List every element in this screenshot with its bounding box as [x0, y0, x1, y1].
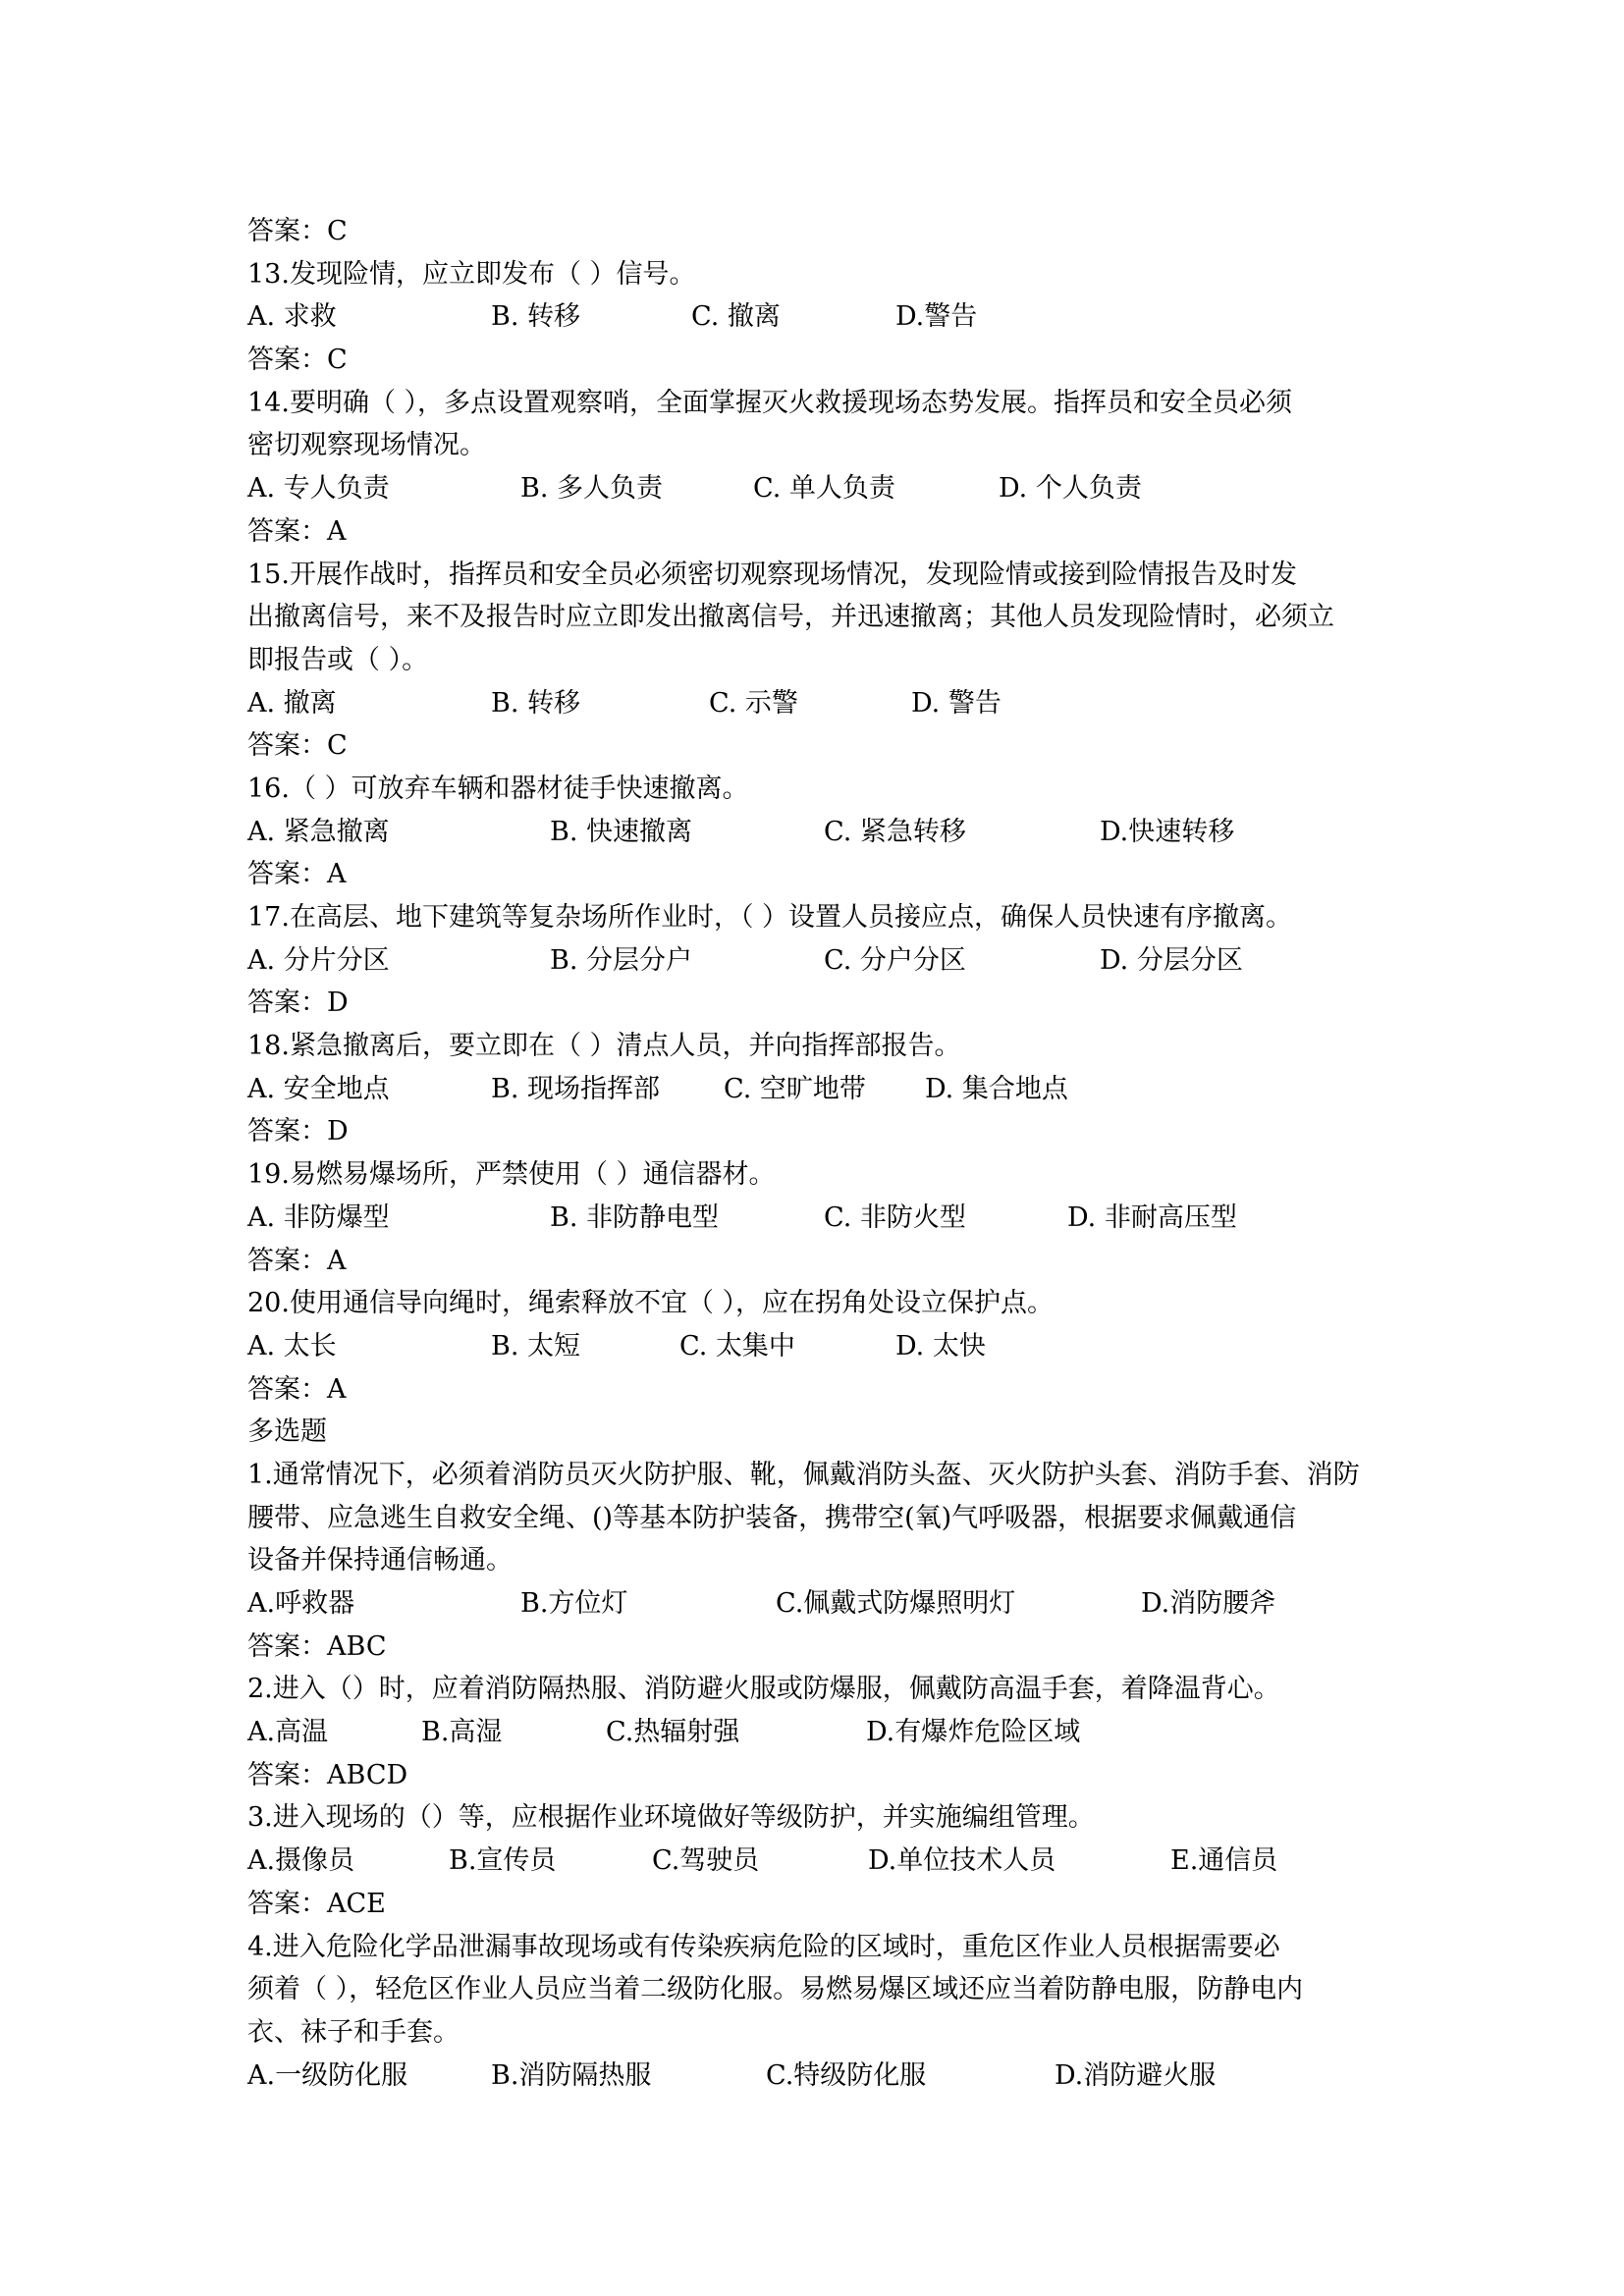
option: B. 分层分户 — [550, 944, 693, 976]
option: D. 非耐高压型 — [1067, 1201, 1237, 1233]
options-row — [247, 682, 1406, 725]
option: B.消防隔热服 — [491, 2059, 652, 2091]
line-41: 须着（ ），轻危区作业人员应当着二级防化服。易燃易爆区域还应当着防静电服，防静电内 — [247, 1974, 1304, 2005]
option: D.消防腰斧 — [1141, 1588, 1276, 1619]
option: B.方位灯 — [520, 1588, 628, 1619]
line-18: 答案：D — [247, 988, 349, 1019]
line-29: 1.通常情况下，必须着消防员灭火防护服、靴，佩戴消防头盔、灭火防护头套、消防手套、消防 — [247, 1459, 1360, 1490]
line-19: 18.紧急撤离后，要立即在（ ）清点人员，并向指挥部报告。 — [247, 1031, 961, 1062]
line-16: 17.在高层、地下建筑等复杂场所作业时，（ ）设置人员接应点，确保人员快速有序撤离。 — [247, 902, 1293, 933]
option: C.特级防化服 — [766, 2059, 927, 2091]
option: A. 撤离 — [247, 687, 337, 719]
line-15: 答案：A — [247, 859, 347, 890]
option: B.宣传员 — [449, 1845, 557, 1877]
line-21: 答案：D — [247, 1116, 349, 1148]
options-row — [247, 1197, 1406, 1240]
option: C.驾驶员 — [652, 1845, 760, 1877]
line-27: 答案：A — [247, 1373, 347, 1405]
option: C. 紧急转移 — [824, 816, 966, 847]
option: D. 集合地点 — [925, 1073, 1068, 1104]
line-8: 15.开展作战时，指挥员和安全员必须密切观察现场情况，发现险情或接到险情报告及时发 — [247, 559, 1297, 590]
line-10: 即报告或（ ）。 — [247, 644, 429, 675]
option: B. 转移 — [491, 301, 581, 333]
options-row — [247, 939, 1406, 983]
option: B.高湿 — [421, 1717, 503, 1748]
option: C. 示警 — [709, 687, 798, 719]
option: A.一级防化服 — [247, 2059, 408, 2091]
option: C.佩戴式防爆照明灯 — [776, 1588, 1016, 1619]
option: C. 分户分区 — [824, 944, 966, 976]
options-row — [247, 1325, 1406, 1368]
option: A. 求救 — [247, 301, 337, 333]
option: B. 非防静电型 — [550, 1201, 720, 1233]
line-33: 答案：ABC — [247, 1630, 387, 1662]
option: A. 非防爆型 — [247, 1201, 390, 1233]
line-30: 腰带、应急逃生自救安全绳、()等基本防护装备，携带空(氧)气呼吸器，根据要求佩戴通信 — [247, 1502, 1297, 1533]
line-39: 答案：ACE — [247, 1888, 386, 1919]
option: A. 专人负责 — [247, 473, 390, 505]
section-heading-multiple-choice: 多选题 — [247, 1416, 327, 1448]
option: D. 分层分区 — [1100, 944, 1243, 976]
option: B. 快速撤离 — [550, 816, 693, 847]
option: A.呼救器 — [247, 1588, 355, 1619]
options-row — [247, 811, 1406, 854]
option: D. 太快 — [895, 1330, 986, 1362]
options-row — [247, 2055, 1406, 2098]
option: D. 警告 — [911, 687, 1001, 719]
option: D.有爆炸危险区域 — [866, 1717, 1081, 1748]
option: E.通信员 — [1170, 1845, 1278, 1877]
option: B. 太短 — [491, 1330, 581, 1362]
line-36: 答案：ABCD — [247, 1759, 408, 1790]
option: B. 转移 — [491, 687, 581, 719]
line-5: 密切观察现场情况。 — [247, 430, 486, 461]
line-13: 16.（ ）可放弃车辆和器材徒手快速撤离。 — [247, 773, 749, 804]
option: C. 空旷地带 — [724, 1073, 866, 1104]
line-24: 答案：A — [247, 1245, 347, 1276]
option: C. 非防火型 — [824, 1201, 966, 1233]
option: C.热辐射强 — [606, 1717, 740, 1748]
option: A. 分片分区 — [247, 944, 390, 976]
line-12: 答案：C — [247, 730, 348, 762]
line-40: 4.进入危险化学品泄漏事故现场或有传染疾病危险的区域时，重危区作业人员根据需要必 — [247, 1931, 1280, 1962]
line-7: 答案：A — [247, 515, 347, 547]
line-1: 13.发现险情，应立即发布（ ）信号。 — [247, 258, 696, 290]
line-22: 19.易燃易爆场所，严禁使用（ ）通信器材。 — [247, 1159, 776, 1191]
option: A.摄像员 — [247, 1845, 355, 1877]
option: C. 单人负责 — [753, 473, 895, 505]
option: C. 撤离 — [691, 301, 781, 333]
options-row — [247, 1840, 1406, 1883]
option: A. 紧急撤离 — [247, 816, 390, 847]
option: D.消防避火服 — [1055, 2059, 1217, 2091]
option: B. 多人负责 — [520, 473, 664, 505]
option: B. 现场指挥部 — [491, 1073, 661, 1104]
option: A. 安全地点 — [247, 1073, 390, 1104]
line-31: 设备并保持通信畅通。 — [247, 1545, 513, 1576]
options-row — [247, 1582, 1406, 1626]
options-row — [247, 1711, 1406, 1754]
line-34: 2.进入（）时，应着消防隔热服、消防避火服或防爆服，佩戴防高温手套，着降温背心。 — [247, 1674, 1280, 1705]
options-row — [247, 1068, 1406, 1111]
line-9: 出撤离信号，来不及报告时应立即发出撤离信号，并迅速撤离；其他人员发现险情时，必须立 — [247, 602, 1334, 633]
option: A.高温 — [247, 1717, 329, 1748]
document-page — [247, 210, 1406, 2097]
option: D.警告 — [895, 301, 978, 333]
line-4: 14.要明确（ ），多点设置观察哨，全面掌握灭火救援现场态势发展。指挥员和安全员必须 — [247, 387, 1293, 418]
line-37: 3.进入现场的（）等，应根据作业环境做好等级防护，并实施编组管理。 — [247, 1802, 1095, 1834]
option: D.快速转移 — [1100, 816, 1235, 847]
line-0: 答案：C — [247, 216, 348, 246]
option: D. 个人负责 — [999, 473, 1142, 505]
options-row — [247, 467, 1406, 510]
options-row — [247, 295, 1406, 339]
line-42: 衣、袜子和手套。 — [247, 2016, 460, 2048]
option: C. 太集中 — [679, 1330, 795, 1362]
line-25: 20.使用通信导向绳时，绳索释放不宜（ ），应在拐角处设立保护点。 — [247, 1288, 1055, 1319]
option: D.单位技术人员 — [868, 1845, 1056, 1877]
line-3: 答案：C — [247, 345, 348, 376]
option: A. 太长 — [247, 1330, 337, 1362]
